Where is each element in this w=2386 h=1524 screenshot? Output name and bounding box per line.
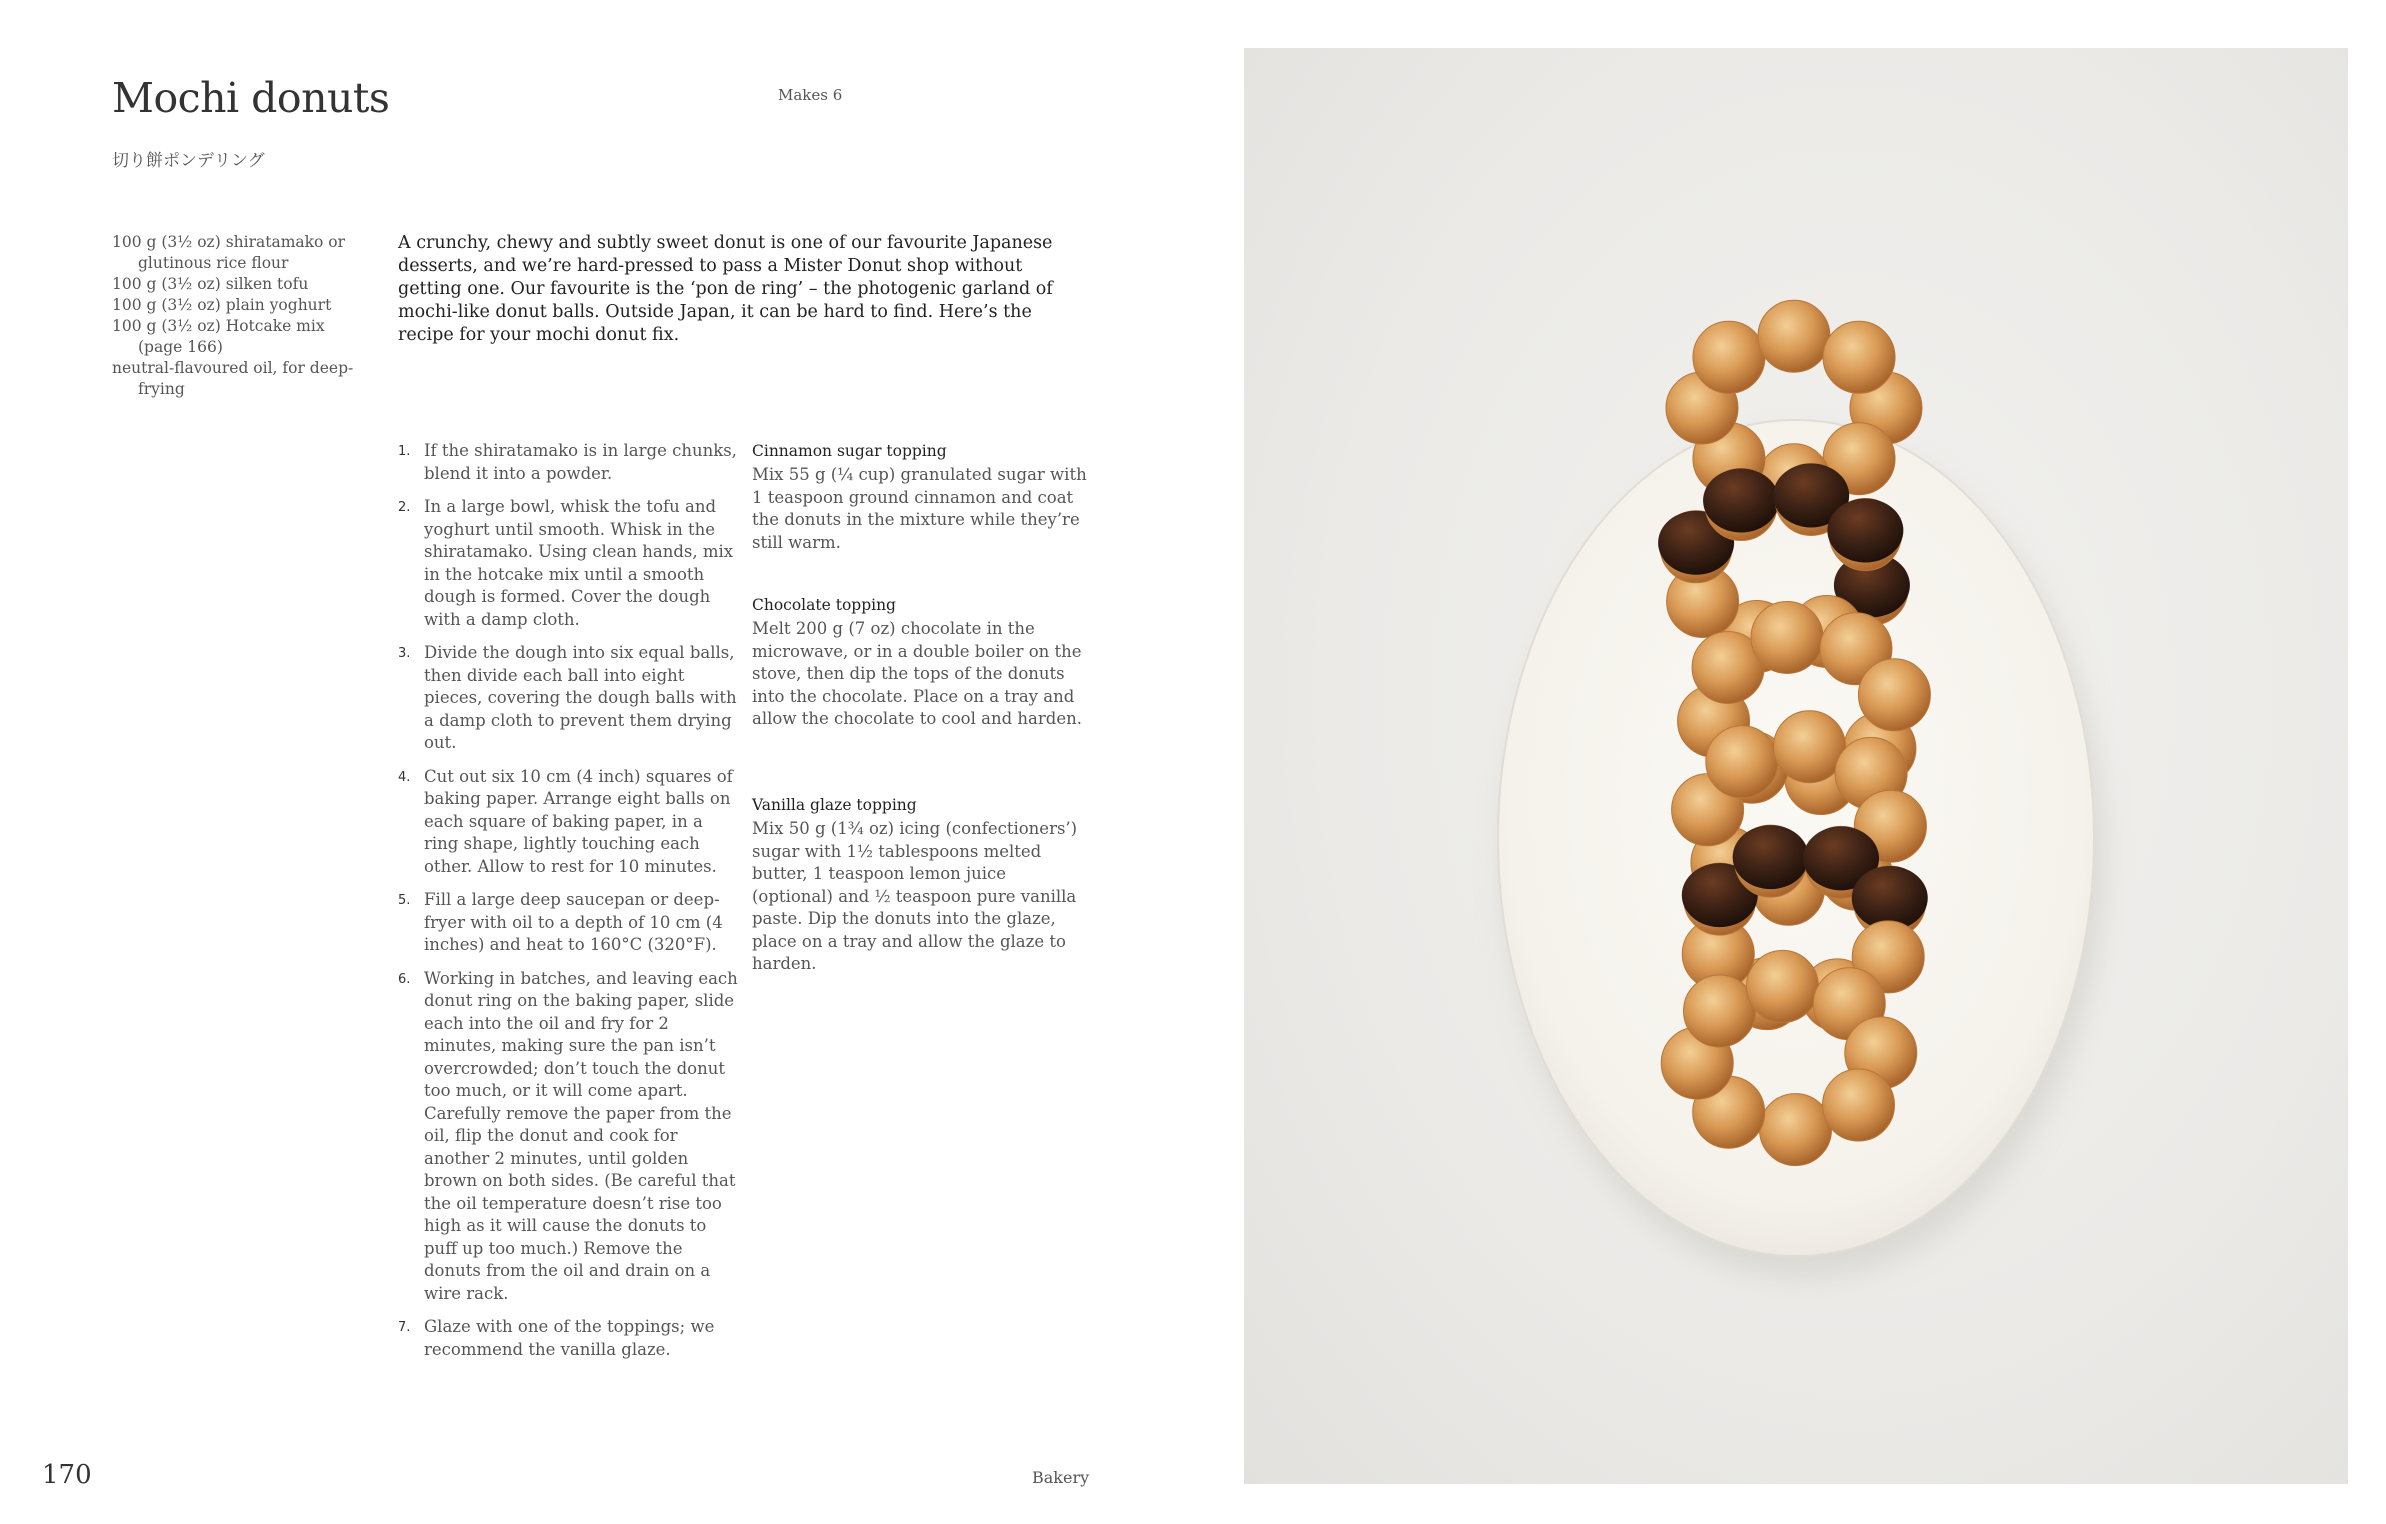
step-number: 5. bbox=[398, 893, 411, 908]
step-number: 4. bbox=[398, 769, 411, 785]
topping-title: Vanilla glaze topping bbox=[752, 796, 917, 814]
ingredient-item: 100 g (3½ oz) silken tofu bbox=[112, 275, 309, 293]
ingredient-item: neutral-flavoured oil, for deep-frying bbox=[112, 359, 354, 398]
method-step bbox=[398, 1316, 738, 1361]
donut-ball bbox=[1751, 601, 1823, 673]
step-text: Working in batches, and leaving each donut ring on the baking paper, slide each into the oil and fry for 2 minutes, making sure the pan isn’t overcrowded; don’t touch the donut too much, or it will come apart. Carefully remove the paper from the oil, flip the donut and cook for another 2 minutes, until golden brown on both sides. (Be careful that the oil temperature doesn’t rise too high as it will cause the donuts to puff up too much.) Remove the donuts from the oil and drain on a wire rack. bbox=[424, 968, 738, 1303]
step-number: 1. bbox=[398, 444, 411, 459]
method-steps bbox=[398, 440, 738, 1372]
topping-text: Melt 200 g (7 oz) chocolate in the microwave, or in a double boiler on the stove, then dip the tops of the donuts into the chocolate. Place on a tray and allow the chocolate to cool and harden. bbox=[752, 619, 1082, 728]
step-text: Cut out six 10 cm (4 inch) squares of baking paper. Arrange eight balls on each square of baking paper, in a ring shape, lightly touching each other. Allow to rest for 10 minutes. bbox=[424, 766, 733, 876]
method-step bbox=[398, 440, 738, 485]
donut-ball bbox=[1858, 659, 1930, 731]
step-number: 6. bbox=[398, 971, 411, 987]
step-text: Fill a large deep saucepan or deep-fryer with oil to a depth of 10 cm (4 inches) and heat to 160°C (320°F). bbox=[424, 890, 723, 954]
yield-label: Makes 6 bbox=[778, 86, 843, 104]
donut-ball bbox=[1693, 321, 1765, 393]
section-name: Bakery bbox=[1032, 1468, 1090, 1487]
chocolate-coating bbox=[1827, 499, 1903, 563]
topping-title: Chocolate topping bbox=[752, 596, 896, 614]
donut-photo bbox=[1244, 48, 2348, 1484]
chocolate-coating bbox=[1703, 469, 1779, 533]
donut-ball bbox=[1746, 950, 1818, 1022]
donut-ball bbox=[1706, 726, 1778, 798]
topping-title: Cinnamon sugar topping bbox=[752, 442, 947, 460]
ingredients-list bbox=[112, 232, 362, 400]
donut-ball bbox=[1760, 1094, 1832, 1166]
topping-cinnamon bbox=[752, 440, 1092, 554]
page-title: Mochi donuts bbox=[112, 74, 390, 122]
japanese-subtitle: 切り餅ポンデリング bbox=[112, 151, 265, 171]
step-text: Glaze with one of the toppings; we recommend the vanilla glaze. bbox=[424, 1317, 715, 1359]
step-number: 7. bbox=[398, 1320, 411, 1335]
step-text: In a large bowl, whisk the tofu and yoghurt until smooth. Whisk in the shiratamako. Using clean hands, mix in the hotcake mix until a smooth dough is formed. Cover the dough with a damp cloth. bbox=[424, 497, 734, 629]
intro-paragraph: A crunchy, chewy and subtly sweet donut is one of our favourite Japanese desserts, and we’re hard-pressed to pass a Mister Donut shop without getting one. Our favourite is the ‘pon de ring’ – the photogenic garland of mochi-like donut balls. Outside Japan, it can be hard to find. Here’s the recipe for your mochi donut fix. bbox=[398, 233, 1053, 345]
topping-chocolate bbox=[752, 594, 1092, 731]
method-step bbox=[398, 889, 738, 957]
chocolate-coating bbox=[1852, 866, 1928, 930]
donut-ball bbox=[1684, 975, 1756, 1047]
step-text: Divide the dough into six equal balls, then divide each ball into eight pieces, covering the dough balls with a damp cloth to prevent them drying out. bbox=[424, 643, 737, 752]
topping-text: Mix 50 g (1¾ oz) icing (confectioners’) sugar with 1½ tablespoons melted butter, 1 teaspoon lemon juice (optional) and ½ teaspoon pure vanilla paste. Dip the donuts into the glaze, place on a tray and allow the glaze to harden. bbox=[752, 819, 1078, 973]
step-text: If the shiratamako is in large chunks, blend it into a powder. bbox=[424, 441, 737, 483]
ingredient-item: 100 g (3½ oz) plain yoghurt bbox=[112, 296, 332, 314]
donut-ball bbox=[1822, 1069, 1894, 1141]
method-step bbox=[398, 766, 738, 879]
step-number: 3. bbox=[398, 646, 411, 661]
method-step bbox=[398, 968, 738, 1306]
donut-ball bbox=[1823, 321, 1895, 393]
donut-ball bbox=[1758, 300, 1830, 372]
method-step bbox=[398, 496, 738, 631]
donut-plate-illustration bbox=[1244, 48, 2348, 1484]
step-number: 2. bbox=[398, 500, 411, 515]
ingredient-item: 100 g (3½ oz) shiratamako or glutinous rice flour bbox=[112, 233, 346, 272]
chocolate-coating bbox=[1733, 825, 1809, 889]
ingredient-item: 100 g (3½ oz) Hotcake mix (page 166) bbox=[112, 317, 325, 356]
method-step bbox=[398, 642, 738, 755]
page-number: 170 bbox=[42, 1460, 92, 1490]
topping-vanilla bbox=[752, 794, 1092, 976]
topping-text: Mix 55 g (¼ cup) granulated sugar with 1 teaspoon ground cinnamon and coat the donuts in the mixture while they’re still warm. bbox=[752, 465, 1087, 552]
